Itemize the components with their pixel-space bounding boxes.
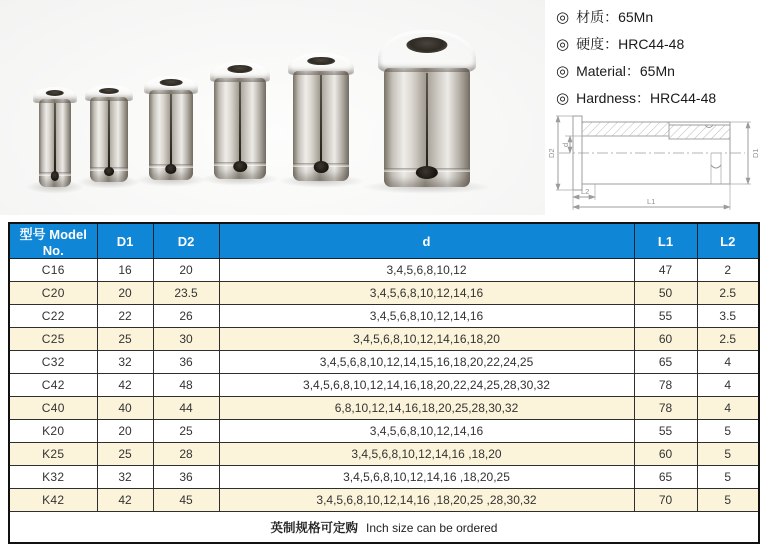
- cell-d1: 25: [97, 443, 153, 466]
- cell-d1: 40: [97, 397, 153, 420]
- column-header: L1: [634, 223, 697, 259]
- spec-value: 65Mn: [618, 8, 654, 25]
- cell-d2: 44: [153, 397, 219, 420]
- table-row: [9, 466, 759, 489]
- collet-image: [85, 85, 133, 182]
- cell-d1: 42: [97, 489, 153, 512]
- collet-hole: [314, 161, 329, 173]
- cell-model: K42: [9, 489, 97, 512]
- spec-label: Material: [576, 62, 626, 79]
- bullseye-bullet-icon: ◎: [556, 62, 570, 80]
- collet-image: [210, 62, 270, 179]
- cell-l2: 5: [697, 443, 759, 466]
- table-row: [9, 420, 759, 443]
- cell-l2: 4: [697, 351, 759, 374]
- collet-section-drawing: [543, 103, 765, 215]
- collet-slit: [54, 103, 56, 173]
- cell-model: C40: [9, 397, 97, 420]
- cell-d2: 36: [153, 351, 219, 374]
- cell-l1: 60: [634, 328, 697, 351]
- cell-l2: 2.5: [697, 282, 759, 305]
- column-header: d: [219, 223, 634, 259]
- spec-item: [556, 30, 716, 57]
- cell-d2: 28: [153, 443, 219, 466]
- cell-d: 6,8,10,12,14,16,18,20,25,28,30,32: [219, 397, 634, 420]
- collet-body: [293, 71, 349, 181]
- collet-image: [378, 30, 476, 187]
- cell-d1: 42: [97, 374, 153, 397]
- cell-d: 3,4,5,6,8,10,12,14,16: [219, 420, 634, 443]
- spec-separator: ：: [604, 35, 619, 52]
- cell-l1: 55: [634, 305, 697, 328]
- column-header: L2: [697, 223, 759, 259]
- cell-d: 3,4,5,6,8,10,12,14,16,18,20,22,24,25,28,30,32: [219, 374, 634, 397]
- cell-l1: 65: [634, 351, 697, 374]
- cell-l2: 3.5: [697, 305, 759, 328]
- table-row: [9, 351, 759, 374]
- dim-label-d2: D2: [547, 148, 556, 158]
- table-row: [9, 397, 759, 420]
- table-row: [9, 374, 759, 397]
- collet-image: [33, 87, 77, 187]
- product-photo: [0, 0, 545, 215]
- table-header-row: [9, 223, 759, 259]
- cell-l2: 5: [697, 466, 759, 489]
- specs-list: [556, 3, 716, 111]
- table-row: [9, 489, 759, 512]
- spec-separator: ：: [625, 62, 640, 79]
- cell-l1: 60: [634, 443, 697, 466]
- cell-l1: 65: [634, 466, 697, 489]
- bullseye-bullet-icon: ◎: [556, 35, 570, 53]
- column-header: D1: [97, 223, 153, 259]
- spec-value: 65Mn: [639, 62, 675, 79]
- cell-d1: 32: [97, 351, 153, 374]
- cell-d: 3,4,5,6,8,10,12,14,16 ,18,20: [219, 443, 634, 466]
- collet-hole: [51, 171, 59, 181]
- collet-hole: [416, 166, 438, 179]
- spec-label: Hardness: [576, 89, 637, 106]
- cell-model: C25: [9, 328, 97, 351]
- column-header: D2: [153, 223, 219, 259]
- collet-body: [90, 97, 128, 182]
- spec-table: [8, 222, 760, 544]
- spec-item: [556, 3, 716, 30]
- cell-d2: 26: [153, 305, 219, 328]
- spec-value: HRC44-48: [650, 89, 717, 106]
- collet-slit: [320, 75, 322, 163]
- cell-l1: 70: [634, 489, 697, 512]
- dim-label-l2: L2: [581, 187, 590, 196]
- collet-flange: [85, 85, 133, 101]
- cell-l1: 50: [634, 282, 697, 305]
- collet-hole: [165, 164, 176, 174]
- table-row: [9, 443, 759, 466]
- cell-l1: 55: [634, 420, 697, 443]
- cell-d2: 20: [153, 259, 219, 282]
- column-header: 型号 Model No.: [9, 223, 97, 259]
- cell-model: C42: [9, 374, 97, 397]
- collet-slit: [239, 82, 241, 163]
- cell-l2: 5: [697, 420, 759, 443]
- cell-d2: 30: [153, 328, 219, 351]
- technical-drawing: [543, 103, 765, 215]
- collet-body: [39, 99, 71, 187]
- cell-d1: 16: [97, 259, 153, 282]
- cell-d2: 48: [153, 374, 219, 397]
- spec-separator: ：: [604, 8, 619, 25]
- footer-note-zh: 英制规格可定购: [270, 521, 359, 535]
- bullseye-bullet-icon: ◎: [556, 89, 570, 107]
- cell-l1: 78: [634, 374, 697, 397]
- cell-model: C16: [9, 259, 97, 282]
- dim-label-d: d: [561, 142, 570, 147]
- cell-d: 3,4,5,6,8,10,12,14,15,16,18,20,22,24,25: [219, 351, 634, 374]
- cell-d2: 36: [153, 466, 219, 489]
- cell-l2: 2.5: [697, 328, 759, 351]
- collet-flange: [378, 30, 476, 72]
- collet-image: [288, 53, 354, 181]
- cell-d1: 22: [97, 305, 153, 328]
- collet-image: [144, 76, 198, 180]
- spec-separator: ：: [636, 89, 651, 106]
- cell-model: K32: [9, 466, 97, 489]
- cell-d2: 45: [153, 489, 219, 512]
- cell-d1: 32: [97, 466, 153, 489]
- cell-d: 3,4,5,6,8,10,12,14,16: [219, 305, 634, 328]
- cell-l2: 4: [697, 374, 759, 397]
- collet-flange: [288, 53, 354, 75]
- cell-model: C22: [9, 305, 97, 328]
- cell-d: 3,4,5,6,8,10,12,14,16 ,18,20,25: [219, 466, 634, 489]
- table-footer-row: [9, 512, 759, 544]
- cell-model: K25: [9, 443, 97, 466]
- collet-flange: [33, 87, 77, 103]
- spec-label: 硬度: [576, 35, 605, 52]
- collet-hole: [233, 161, 247, 172]
- cell-d: 3,4,5,6,8,10,12,14,16 ,18,20,25 ,28,30,32: [219, 489, 634, 512]
- cell-model: C20: [9, 282, 97, 305]
- cell-l2: 2: [697, 259, 759, 282]
- spec-label: 材质: [576, 8, 605, 25]
- cell-d: 3,4,5,6,8,10,12: [219, 259, 634, 282]
- cell-d1: 20: [97, 420, 153, 443]
- dim-label-d1: D1: [751, 148, 760, 158]
- spec-item: [556, 57, 716, 84]
- bullseye-bullet-icon: ◎: [556, 8, 570, 26]
- spec-value: HRC44-48: [618, 35, 685, 52]
- table-row: [9, 259, 759, 282]
- collet-flange: [210, 62, 270, 82]
- collet-body: [384, 68, 470, 187]
- cell-l1: 78: [634, 397, 697, 420]
- collet-body: [214, 78, 266, 179]
- cell-d1: 25: [97, 328, 153, 351]
- cell-l2: 4: [697, 397, 759, 420]
- cell-l2: 5: [697, 489, 759, 512]
- cell-d: 3,4,5,6,8,10,12,14,16: [219, 282, 634, 305]
- footer-note: [9, 512, 759, 544]
- table-row: [9, 282, 759, 305]
- table-row: [9, 328, 759, 351]
- footer-note-en: Inch size can be ordered: [366, 521, 498, 535]
- cell-d2: 23.5: [153, 282, 219, 305]
- cell-model: C32: [9, 351, 97, 374]
- collet-hole: [104, 167, 114, 176]
- dim-label-l1: L1: [647, 197, 656, 206]
- collet-slit: [426, 73, 428, 168]
- cell-d2: 25: [153, 420, 219, 443]
- collet-slit: [108, 100, 110, 168]
- table-row: [9, 305, 759, 328]
- collet-slit: [170, 94, 172, 166]
- cell-d: 3,4,5,6,8,10,12,14,16,18,20: [219, 328, 634, 351]
- cell-l1: 47: [634, 259, 697, 282]
- collet-flange: [144, 76, 198, 94]
- cell-d1: 20: [97, 282, 153, 305]
- collet-body: [149, 90, 193, 180]
- cell-model: K20: [9, 420, 97, 443]
